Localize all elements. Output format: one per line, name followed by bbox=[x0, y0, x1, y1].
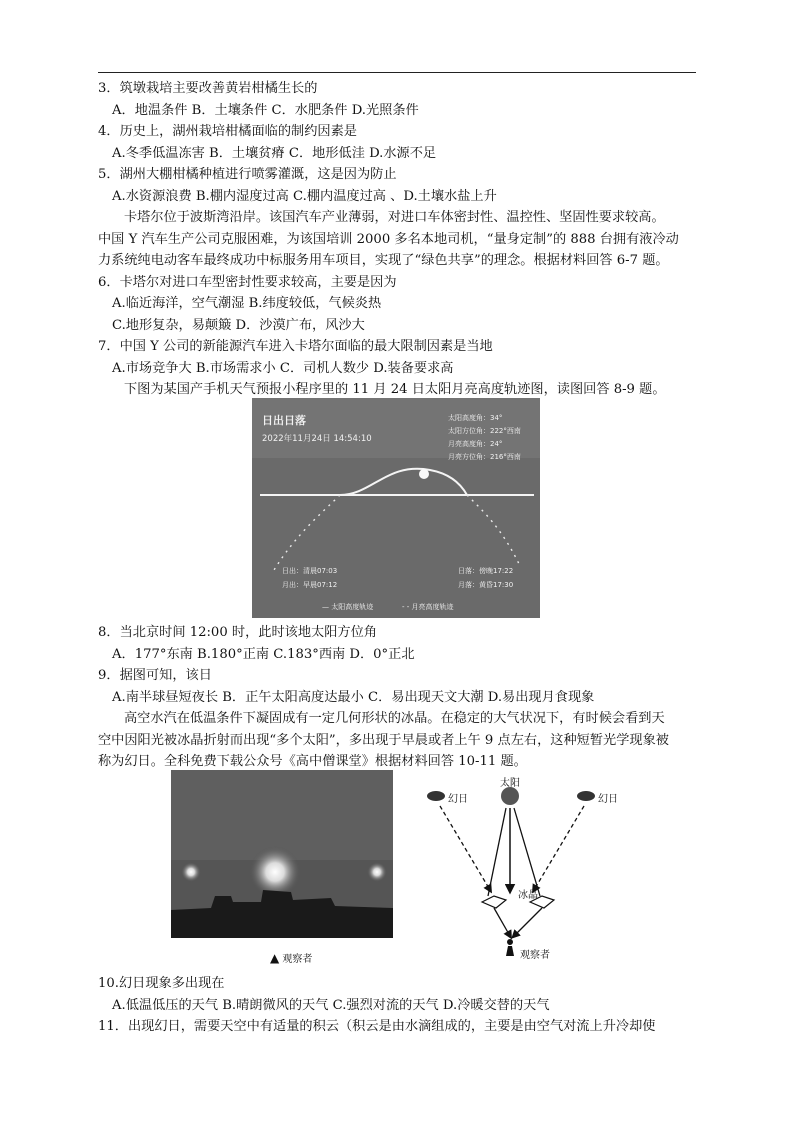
answer-options: A.南半球昼短夜长 B．正午太阳高度达最小 C．易出现天文大潮 D.易出现月食现象 bbox=[112, 689, 595, 705]
question-stem: 9．据图可知，该日 bbox=[98, 668, 212, 683]
app-info bbox=[448, 412, 521, 464]
right-parhelion-glow bbox=[367, 862, 387, 882]
sun-icon bbox=[501, 787, 519, 805]
passage-line: 下图为某国产手机天气预报小程序里的 11 月 24 日太阳月亮高度轨迹图，读图回答 8-9 题。 bbox=[124, 382, 666, 397]
diagram-label-crystal: 冰晶 bbox=[518, 890, 538, 901]
answer-options: A．地温条件 B．土壤条件 C．水肥条件 D.光照条件 bbox=[112, 102, 419, 118]
legend-sun: — 太阳高度轨迹 bbox=[322, 603, 374, 611]
passage-line: 称为幻日。全科免费下载公众号《高中僧课堂》根据材料回答 10-11 题。 bbox=[98, 754, 527, 769]
question-stem: 11．出现幻日，需要天空中有适量的积云（积云是由水滴组成的，主要是由空气对流上升冷却使 bbox=[98, 1019, 656, 1034]
passage-line: 中国 Y 汽车生产公司克服困难，为该国培训 2000 多名本地司机，“量身定制”的 888 台拥有液冷动 bbox=[98, 231, 679, 247]
app-info-line: 太阳方位角：222°西南 bbox=[448, 427, 521, 435]
answer-options: A.市场竞争大 B.市场需求小 C．司机人数少 D.装备要求高 bbox=[112, 360, 454, 376]
sunrise-label: 日出：清晨07:03 bbox=[282, 567, 338, 575]
ray-to-right-crystal bbox=[514, 808, 540, 896]
left-perceived-ray bbox=[440, 806, 490, 890]
app-info-line: 月亮方位角：216°西南 bbox=[448, 453, 521, 461]
question-stem: 6．卡塔尔对进口车型密封性要求较高，主要是因为 bbox=[98, 274, 397, 290]
observer-left: ▲ 观察者 bbox=[270, 951, 313, 965]
diagram-label-sun: 太阳 bbox=[500, 778, 520, 789]
question-stem: 10.幻日现象多出现在 bbox=[98, 976, 225, 991]
passage-line: 空中因阳光被冰晶折射而出现“多个太阳”，多出现于早晨或者上午 9 点左右，这种短暂光学现象被 bbox=[98, 732, 669, 748]
app-info-line: 月亮高度角：24° bbox=[448, 440, 503, 448]
question-block-1 bbox=[98, 78, 698, 401]
right-crystal-ray bbox=[514, 908, 542, 936]
parhelion-diagram bbox=[408, 778, 658, 966]
question-stem: 7．中国 Y 公司的新能源汽车进入卡塔尔面临的最大限制因素是当地 bbox=[98, 339, 493, 354]
person-icon: ▲ bbox=[270, 951, 280, 965]
sun-glow bbox=[249, 846, 301, 898]
parhelion-photo bbox=[171, 770, 393, 938]
answer-options: A.低温低压的天气 B.晴朗微风的天气 C.强烈对流的天气 D.冷暖交替的天气 bbox=[112, 997, 550, 1013]
question-stem: 3．筑墩栽培主要改善黄岩柑橘生长的 bbox=[98, 81, 318, 96]
app-title: 日出日落 bbox=[262, 414, 306, 427]
left-parhelion-glow bbox=[181, 862, 201, 882]
header-rule bbox=[98, 72, 696, 73]
diagram-label-parhelion-left: 幻日 bbox=[448, 794, 468, 805]
passage-line: 力系统纯电动客车最终成功中标服务用车项目，实现了“绿色共享”的理念。根据材料回答 6-7 题。 bbox=[98, 253, 669, 268]
app-info-line: 太阳高度角：34° bbox=[448, 414, 503, 422]
app-datetime: 2022年11月24日 14:54:10 bbox=[262, 434, 372, 444]
answer-options: C.地形复杂，易颠簸 D．沙漠广布，风沙大 bbox=[112, 317, 365, 333]
answer-options: A.临近海洋，空气潮湿 B.纬度较低，气候炎热 bbox=[112, 296, 382, 311]
sun-marker bbox=[419, 469, 429, 479]
observer-figure bbox=[506, 946, 514, 956]
right-parhelion-icon bbox=[577, 791, 595, 801]
diagram-label-parhelion-right: 幻日 bbox=[598, 794, 618, 805]
question-block-3 bbox=[98, 973, 698, 1038]
diagram-art bbox=[408, 778, 658, 966]
answer-options: A．177°东南 B.180°正南 C.183°西南 D．0°正北 bbox=[112, 646, 415, 662]
moonrise-label: 月出：早晨07:12 bbox=[282, 581, 338, 589]
left-parhelion-icon bbox=[427, 791, 445, 801]
right-perceived-ray bbox=[534, 806, 584, 890]
question-stem: 5．湖州大棚柑橘种植进行喷雾灌溉，这是因为防止 bbox=[98, 167, 397, 182]
question-block-2 bbox=[98, 622, 698, 773]
moonset-label: 月落：黄昏17:30 bbox=[458, 581, 514, 589]
answer-options: A.冬季低温冻害 B．土壤贫瘠 C．地形低洼 D.水源不足 bbox=[112, 145, 437, 161]
sunset-label: 日落：傍晚17:22 bbox=[458, 567, 514, 575]
answer-options: A.水资源浪费 B.棚内湿度过高 C.棚内温度过高 、D.土壤水盐上升 bbox=[112, 188, 497, 204]
passage-line: 高空水汽在低温条件下凝固成有一定几何形状的冰晶。在稳定的大气状况下，有时候会看到天 bbox=[124, 711, 665, 726]
question-stem: 8．当北京时间 12:00 时，此时该地太阳方位角 bbox=[98, 625, 377, 640]
passage-line: 卡塔尔位于波斯湾沿岸。该国汽车产业薄弱，对进口车体密封性、温控性、坚固性要求较高。 bbox=[124, 210, 665, 225]
parhelion-photo-art bbox=[171, 770, 393, 938]
legend-moon: - - 月亮高度轨迹 bbox=[402, 603, 454, 611]
sun-moon-trajectory-photo bbox=[252, 398, 540, 618]
question-stem: 4．历史上，湖州栽培柑橘面临的制约因素是 bbox=[98, 124, 357, 139]
left-crystal-ray bbox=[494, 908, 510, 936]
ray-to-left-crystal bbox=[488, 808, 506, 896]
diagram-label-observer: 观察者 bbox=[520, 950, 550, 961]
left-crystal bbox=[482, 896, 506, 908]
